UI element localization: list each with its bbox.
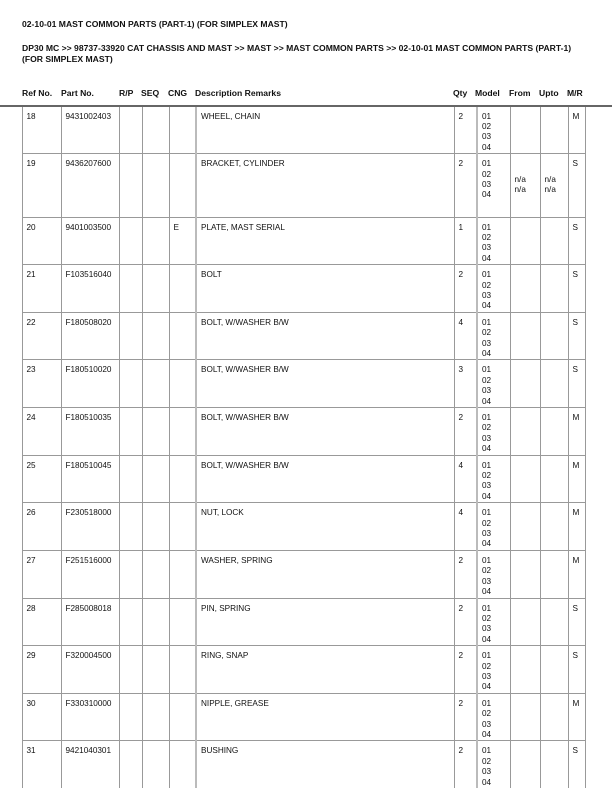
table-row xyxy=(22,312,585,360)
from-cell xyxy=(510,107,540,154)
upto-cell xyxy=(540,360,568,408)
mr-cell: S xyxy=(568,646,585,694)
rp-cell xyxy=(119,107,142,154)
cng-cell xyxy=(169,693,196,741)
mr-cell: M xyxy=(568,693,585,741)
from-cell xyxy=(510,360,540,408)
model-code: 01 xyxy=(482,555,492,565)
model-code: 01 xyxy=(482,651,492,661)
mr-cell: S xyxy=(568,217,585,265)
from-cell xyxy=(510,598,540,646)
part-no: 9431002403 xyxy=(61,107,119,154)
seq-cell xyxy=(142,360,169,408)
part-no: F285008018 xyxy=(61,598,119,646)
rp-cell xyxy=(119,455,142,503)
model-code: 04 xyxy=(482,301,492,311)
description: WASHER, SPRING xyxy=(196,550,454,598)
table-row xyxy=(22,741,585,788)
table-row xyxy=(22,550,585,598)
table-row xyxy=(22,265,585,313)
mr-cell: M xyxy=(568,408,585,456)
model-code: 04 xyxy=(482,729,492,739)
model-code: 01 xyxy=(482,508,492,518)
table-row xyxy=(22,360,585,408)
model-code: 03 xyxy=(482,529,492,539)
part-no: F180510045 xyxy=(61,455,119,503)
model-code: 03 xyxy=(482,433,492,443)
model-code: 01 xyxy=(482,270,492,280)
upto-value: n/a xyxy=(544,174,556,184)
qty: 4 xyxy=(454,312,477,360)
seq-cell xyxy=(142,107,169,154)
seq-cell xyxy=(142,455,169,503)
part-no: F251516000 xyxy=(61,550,119,598)
description: PLATE, MAST SERIAL xyxy=(196,217,454,265)
part-no: F320004500 xyxy=(61,646,119,694)
model-code: 03 xyxy=(482,576,492,586)
model-list xyxy=(477,360,510,408)
mr-cell: S xyxy=(568,741,585,788)
qty: 2 xyxy=(454,741,477,788)
model-code: 03 xyxy=(482,338,492,348)
model-list xyxy=(477,107,510,154)
from-cell xyxy=(510,550,540,598)
qty: 1 xyxy=(454,217,477,265)
qty: 3 xyxy=(454,360,477,408)
upto-cell xyxy=(540,408,568,456)
qty: 2 xyxy=(454,107,477,154)
cng-cell xyxy=(169,503,196,551)
model-code: 04 xyxy=(482,396,492,406)
from-cell xyxy=(510,408,540,456)
upto-cell xyxy=(540,455,568,503)
model-code: 04 xyxy=(482,587,492,597)
upto-cell xyxy=(540,550,568,598)
cng-cell xyxy=(169,550,196,598)
seq-cell xyxy=(142,265,169,313)
model-code: 03 xyxy=(482,179,492,189)
seq-cell xyxy=(142,550,169,598)
qty: 2 xyxy=(454,693,477,741)
description: BOLT xyxy=(196,265,454,313)
from-cell xyxy=(510,217,540,265)
upto-cell xyxy=(540,598,568,646)
model-code: 04 xyxy=(482,539,492,549)
ref-no: 26 xyxy=(22,503,61,551)
model-list xyxy=(477,265,510,313)
model-code: 01 xyxy=(482,111,492,121)
upto-cell xyxy=(540,265,568,313)
upto-cell xyxy=(540,741,568,788)
rp-cell xyxy=(119,550,142,598)
table-row xyxy=(22,408,585,456)
from-cell xyxy=(510,741,540,788)
model-code: 03 xyxy=(482,243,492,253)
ref-no: 29 xyxy=(22,646,61,694)
header-cng: CNG xyxy=(168,88,188,98)
model-code: 03 xyxy=(482,624,492,634)
ref-no: 22 xyxy=(22,312,61,360)
table-row xyxy=(22,107,585,154)
header-rp: R/P xyxy=(119,88,134,98)
qty: 2 xyxy=(454,550,477,598)
model-list xyxy=(477,693,510,741)
model-list xyxy=(477,217,510,265)
ref-no: 27 xyxy=(22,550,61,598)
header-ref: Ref No. xyxy=(22,88,53,98)
part-no: F180508020 xyxy=(61,312,119,360)
model-code: 04 xyxy=(482,634,492,644)
mr-cell: S xyxy=(568,598,585,646)
upto-cell xyxy=(540,646,568,694)
upto-value: n/a xyxy=(544,185,556,195)
rp-cell xyxy=(119,408,142,456)
model-code: 02 xyxy=(482,121,492,131)
table-row xyxy=(22,154,585,217)
rp-cell xyxy=(119,646,142,694)
rp-cell xyxy=(119,312,142,360)
model-code: 02 xyxy=(482,518,492,528)
part-no: F103516040 xyxy=(61,265,119,313)
model-code: 01 xyxy=(482,159,492,169)
model-code: 01 xyxy=(482,413,492,423)
model-code: 03 xyxy=(482,767,492,777)
table-row xyxy=(22,646,585,694)
from-cell xyxy=(510,693,540,741)
ref-no: 23 xyxy=(22,360,61,408)
ref-no: 18 xyxy=(22,107,61,154)
seq-cell xyxy=(142,503,169,551)
header-mr: M/R xyxy=(567,88,583,98)
model-code: 02 xyxy=(482,423,492,433)
from-cell xyxy=(510,312,540,360)
model-list xyxy=(477,550,510,598)
mr-cell: S xyxy=(568,265,585,313)
from-cell xyxy=(510,455,540,503)
table-row xyxy=(22,455,585,503)
mr-cell: M xyxy=(568,503,585,551)
rp-cell xyxy=(119,741,142,788)
header-model: Model xyxy=(475,88,500,98)
ref-no: 21 xyxy=(22,265,61,313)
model-code: 04 xyxy=(482,348,492,358)
description: BOLT, W/WASHER B/W xyxy=(196,455,454,503)
ref-no: 19 xyxy=(22,154,61,217)
description: WHEEL, CHAIN xyxy=(196,107,454,154)
model-code: 04 xyxy=(482,682,492,692)
mr-cell: S xyxy=(568,312,585,360)
ref-no: 25 xyxy=(22,455,61,503)
seq-cell xyxy=(142,646,169,694)
seq-cell xyxy=(142,154,169,217)
parts-table xyxy=(22,107,586,789)
model-list xyxy=(477,503,510,551)
upto-cell xyxy=(540,154,568,217)
seq-cell xyxy=(142,741,169,788)
mr-cell: S xyxy=(568,154,585,217)
ref-no: 30 xyxy=(22,693,61,741)
model-code: 03 xyxy=(482,132,492,142)
model-code: 01 xyxy=(482,317,492,327)
cng-cell: E xyxy=(169,217,196,265)
header-part: Part No. xyxy=(61,88,94,98)
from-cell xyxy=(510,503,540,551)
part-no: F230518000 xyxy=(61,503,119,551)
cng-cell xyxy=(169,312,196,360)
description: RING, SNAP xyxy=(196,646,454,694)
rp-cell xyxy=(119,360,142,408)
breadcrumb: DP30 MC >> 98737-33920 CAT CHASSIS AND MAST >> MAST >> MAST COMMON PARTS >> 02-10-01 MAST COMMON PARTS (PART-1) (FOR SIMPLEX MAST) xyxy=(22,43,572,64)
model-code: 03 xyxy=(482,290,492,300)
model-code: 01 xyxy=(482,460,492,470)
model-code: 02 xyxy=(482,169,492,179)
model-code: 02 xyxy=(482,709,492,719)
table-row xyxy=(22,693,585,741)
ref-no: 31 xyxy=(22,741,61,788)
cng-cell xyxy=(169,408,196,456)
part-no: 9436207600 xyxy=(61,154,119,217)
rp-cell xyxy=(119,503,142,551)
model-code: 02 xyxy=(482,613,492,623)
table-row xyxy=(22,598,585,646)
description: BUSHING xyxy=(196,741,454,788)
rp-cell xyxy=(119,598,142,646)
from-value: n/a xyxy=(514,174,526,184)
seq-cell xyxy=(142,312,169,360)
description: NIPPLE, GREASE xyxy=(196,693,454,741)
page-title: 02-10-01 MAST COMMON PARTS (PART-1) (FOR SIMPLEX MAST) xyxy=(22,19,288,29)
qty: 2 xyxy=(454,646,477,694)
qty: 2 xyxy=(454,265,477,313)
from-value: n/a xyxy=(514,185,526,195)
table-row xyxy=(22,217,585,265)
header-desc: Description Remarks xyxy=(195,88,281,98)
cng-cell xyxy=(169,107,196,154)
model-code: 04 xyxy=(482,190,492,200)
model-code: 01 xyxy=(482,746,492,756)
description: NUT, LOCK xyxy=(196,503,454,551)
description: PIN, SPRING xyxy=(196,598,454,646)
mr-cell: M xyxy=(568,107,585,154)
part-no: F180510035 xyxy=(61,408,119,456)
model-code: 01 xyxy=(482,698,492,708)
model-code: 03 xyxy=(482,719,492,729)
seq-cell xyxy=(142,217,169,265)
model-code: 02 xyxy=(482,661,492,671)
model-list xyxy=(477,598,510,646)
part-no: 9401003500 xyxy=(61,217,119,265)
ref-no: 20 xyxy=(22,217,61,265)
cng-cell xyxy=(169,154,196,217)
part-no: F330310000 xyxy=(61,693,119,741)
from-cell xyxy=(510,265,540,313)
rp-cell xyxy=(119,693,142,741)
description: BRACKET, CYLINDER xyxy=(196,154,454,217)
model-code: 04 xyxy=(482,491,492,501)
model-list xyxy=(477,646,510,694)
qty: 2 xyxy=(454,154,477,217)
model-code: 04 xyxy=(482,142,492,152)
description: BOLT, W/WASHER B/W xyxy=(196,312,454,360)
rp-cell xyxy=(119,265,142,313)
header-seq: SEQ xyxy=(141,88,160,98)
part-no: F180510020 xyxy=(61,360,119,408)
cng-cell xyxy=(169,598,196,646)
model-code: 01 xyxy=(482,365,492,375)
upto-cell xyxy=(540,217,568,265)
upto-cell xyxy=(540,693,568,741)
table-row xyxy=(22,503,585,551)
mr-cell: M xyxy=(568,550,585,598)
model-code: 01 xyxy=(482,222,492,232)
model-list xyxy=(477,154,510,217)
rp-cell xyxy=(119,217,142,265)
cng-cell xyxy=(169,646,196,694)
model-code: 04 xyxy=(482,253,492,263)
upto-cell xyxy=(540,503,568,551)
seq-cell xyxy=(142,693,169,741)
model-code: 03 xyxy=(482,481,492,491)
model-code: 02 xyxy=(482,280,492,290)
mr-cell: M xyxy=(568,455,585,503)
model-code: 04 xyxy=(482,444,492,454)
model-code: 02 xyxy=(482,232,492,242)
cng-cell xyxy=(169,360,196,408)
part-no: 9421040301 xyxy=(61,741,119,788)
model-code: 03 xyxy=(482,671,492,681)
seq-cell xyxy=(142,598,169,646)
rp-cell xyxy=(119,154,142,217)
model-code: 02 xyxy=(482,375,492,385)
cng-cell xyxy=(169,265,196,313)
header-upto: Upto xyxy=(539,88,559,98)
header-from: From xyxy=(509,88,531,98)
model-list xyxy=(477,741,510,788)
mr-cell: S xyxy=(568,360,585,408)
model-code: 04 xyxy=(482,777,492,787)
header-qty: Qty xyxy=(453,88,468,98)
model-code: 02 xyxy=(482,756,492,766)
upto-cell xyxy=(540,107,568,154)
model-code: 02 xyxy=(482,328,492,338)
model-list xyxy=(477,312,510,360)
cng-cell xyxy=(169,741,196,788)
description: BOLT, W/WASHER B/W xyxy=(196,360,454,408)
from-cell xyxy=(510,154,540,217)
model-code: 03 xyxy=(482,386,492,396)
cng-cell xyxy=(169,455,196,503)
model-list xyxy=(477,455,510,503)
qty: 2 xyxy=(454,408,477,456)
ref-no: 24 xyxy=(22,408,61,456)
description: BOLT, W/WASHER B/W xyxy=(196,408,454,456)
qty: 2 xyxy=(454,598,477,646)
qty: 4 xyxy=(454,503,477,551)
model-code: 02 xyxy=(482,566,492,576)
model-code: 01 xyxy=(482,603,492,613)
model-list xyxy=(477,408,510,456)
qty: 4 xyxy=(454,455,477,503)
from-cell xyxy=(510,646,540,694)
model-code: 02 xyxy=(482,471,492,481)
upto-cell xyxy=(540,312,568,360)
ref-no: 28 xyxy=(22,598,61,646)
seq-cell xyxy=(142,408,169,456)
